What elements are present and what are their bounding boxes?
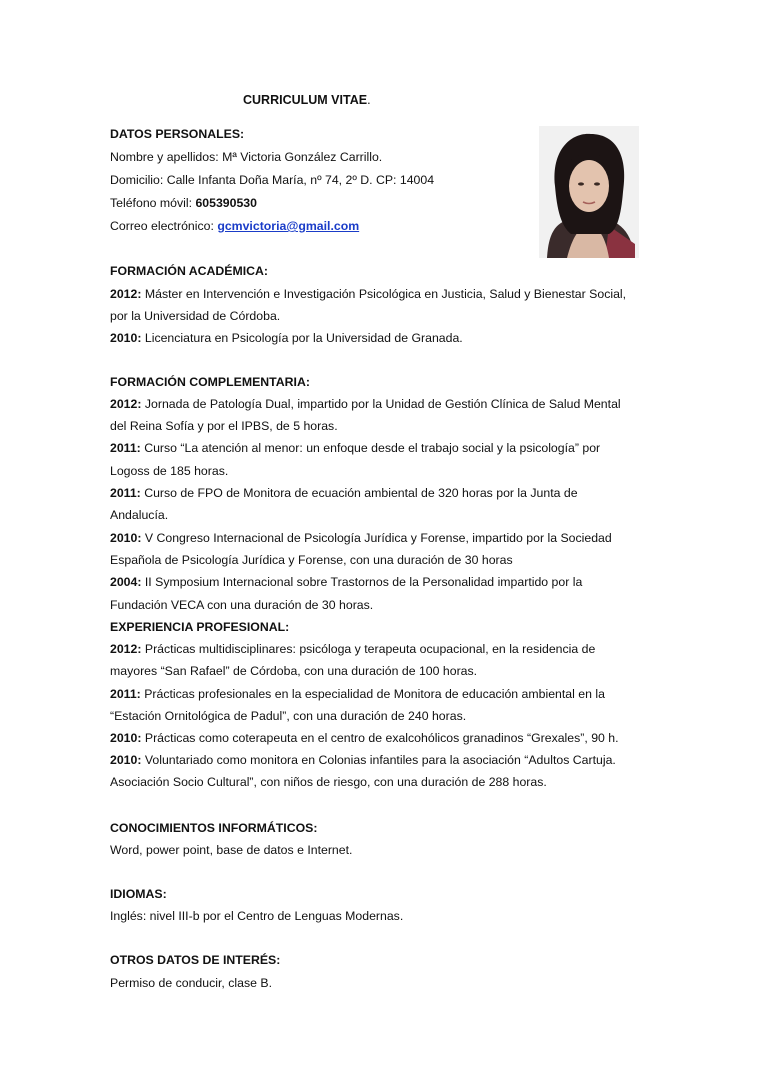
complementary-text: Curso de FPO de Monitora de ecuación ambiental de 320 horas por la Junta de [140, 486, 578, 500]
complementary-year: 2012: [110, 397, 142, 411]
complementary-year: 2011: [110, 441, 141, 455]
phone-value: 605390530 [195, 196, 257, 210]
complementary-line [110, 597, 373, 613]
experience-year: 2012: [110, 642, 142, 656]
personal-name: Nombre y apellidos: Mª Victoria González Carrillo. [110, 150, 383, 164]
experience-line [110, 641, 595, 657]
experience-line [110, 708, 466, 724]
complementary-year: 2010: [110, 531, 142, 545]
phone-label: Teléfono móvil: [110, 196, 196, 210]
experience-text: Prácticas como coterapeuta en el centro de exalcohólicos granadinos “Grexales”, 90 h. [141, 731, 619, 745]
section-heading-computing: CONOCIMIENTOS INFORMÁTICOS: [110, 821, 318, 835]
complementary-line [110, 418, 338, 434]
experience-year: 2010: [110, 753, 142, 767]
experience-text: “Estación Ornitológica de Padul”, con una duración de 240 horas. [110, 709, 467, 723]
portrait-image [539, 126, 639, 258]
page-title [243, 93, 371, 107]
complementary-line [110, 463, 228, 479]
email-label: Correo electrónico: [110, 219, 218, 233]
academic-text: Licenciatura en Psicología por la Universidad de Granada. [141, 331, 463, 345]
complementary-line [110, 440, 600, 456]
complementary-text: Fundación VECA con una duración de 30 horas. [110, 598, 374, 612]
personal-address: Domicilio: Calle Infanta Doña María, nº 74, 2º D. CP: 14004 [110, 173, 435, 187]
academic-line [110, 286, 626, 302]
experience-year: 2011: [110, 687, 141, 701]
academic-year: 2010: [110, 331, 142, 345]
experience-line [110, 663, 477, 679]
personal-email [110, 218, 359, 234]
experience-year: 2010: [110, 731, 142, 745]
section-heading-languages: IDIOMAS: [110, 887, 167, 901]
experience-line [110, 774, 547, 790]
complementary-line [110, 507, 168, 523]
other-text: Permiso de conducir, clase B. [110, 976, 272, 990]
complementary-text: Española de Psicología Jurídica y Forense, con una duración de 30 horas [110, 553, 513, 567]
section-heading-complementary: FORMACIÓN COMPLEMENTARIA: [110, 375, 310, 389]
title-text: CURRICULUM VITAE [243, 93, 368, 107]
experience-text: mayores “San Rafael” de Córdoba, con una duración de 100 horas. [110, 664, 478, 678]
complementary-text: Logoss de 185 horas. [110, 464, 229, 478]
experience-text: Voluntariado como monitora en Colonias infantiles para la asociación “Adultos Cartuja. [141, 753, 616, 767]
experience-text: Asociación Socio Cultural”, con niños de riesgo, con una duración de 288 horas. [110, 775, 547, 789]
complementary-line [110, 574, 582, 590]
email-link[interactable]: gcmvictoria@gmail.com [217, 219, 360, 233]
languages-text: Inglés: nivel III-b por el Centro de Lenguas Modernas. [110, 909, 404, 923]
section-heading-other: OTROS DATOS DE INTERÉS: [110, 953, 281, 967]
complementary-line [110, 530, 612, 546]
experience-line [110, 686, 605, 702]
experience-line [110, 730, 619, 746]
complementary-text: Curso “La atención al menor: un enfoque desde el trabajo social y la psicología” por [140, 441, 601, 455]
academic-line [110, 308, 280, 324]
title-dot: . [367, 93, 371, 107]
complementary-text: V Congreso Internacional de Psicología Jurídica y Forense, impartido por la Sociedad [141, 531, 612, 545]
complementary-year: 2011: [110, 486, 141, 500]
academic-text: Máster en Intervención e Investigación Psicológica en Justicia, Salud y Bienestar Social, [141, 287, 627, 301]
complementary-line [110, 552, 513, 568]
personal-phone [110, 195, 257, 211]
experience-text: Prácticas multidisciplinares: psicóloga y terapeuta ocupacional, en la residencia de [141, 642, 596, 656]
academic-line [110, 330, 463, 346]
academic-year: 2012: [110, 287, 142, 301]
complementary-text: Andalucía. [110, 508, 169, 522]
academic-text: por la Universidad de Córdoba. [110, 309, 281, 323]
profile-photo [539, 126, 639, 258]
section-heading-personal: DATOS PERSONALES: [110, 127, 245, 141]
experience-line [110, 752, 616, 768]
complementary-text: Jornada de Patología Dual, impartido por la Unidad de Gestión Clínica de Salud Mental [141, 397, 621, 411]
complementary-text: del Reina Sofía y por el IPBS, de 5 horas. [110, 419, 338, 433]
complementary-text: II Symposium Internacional sobre Trastornos de la Personalidad impartido por la [141, 575, 583, 589]
section-heading-academic: FORMACIÓN ACADÉMICA: [110, 264, 269, 278]
computing-text: Word, power point, base de datos e Internet. [110, 843, 353, 857]
section-heading-experience: EXPERIENCIA PROFESIONAL: [110, 620, 290, 634]
complementary-year: 2004: [110, 575, 142, 589]
complementary-line [110, 485, 578, 501]
complementary-line [110, 396, 621, 412]
experience-text: Prácticas profesionales en la especialidad de Monitora de educación ambiental en la [140, 687, 605, 701]
